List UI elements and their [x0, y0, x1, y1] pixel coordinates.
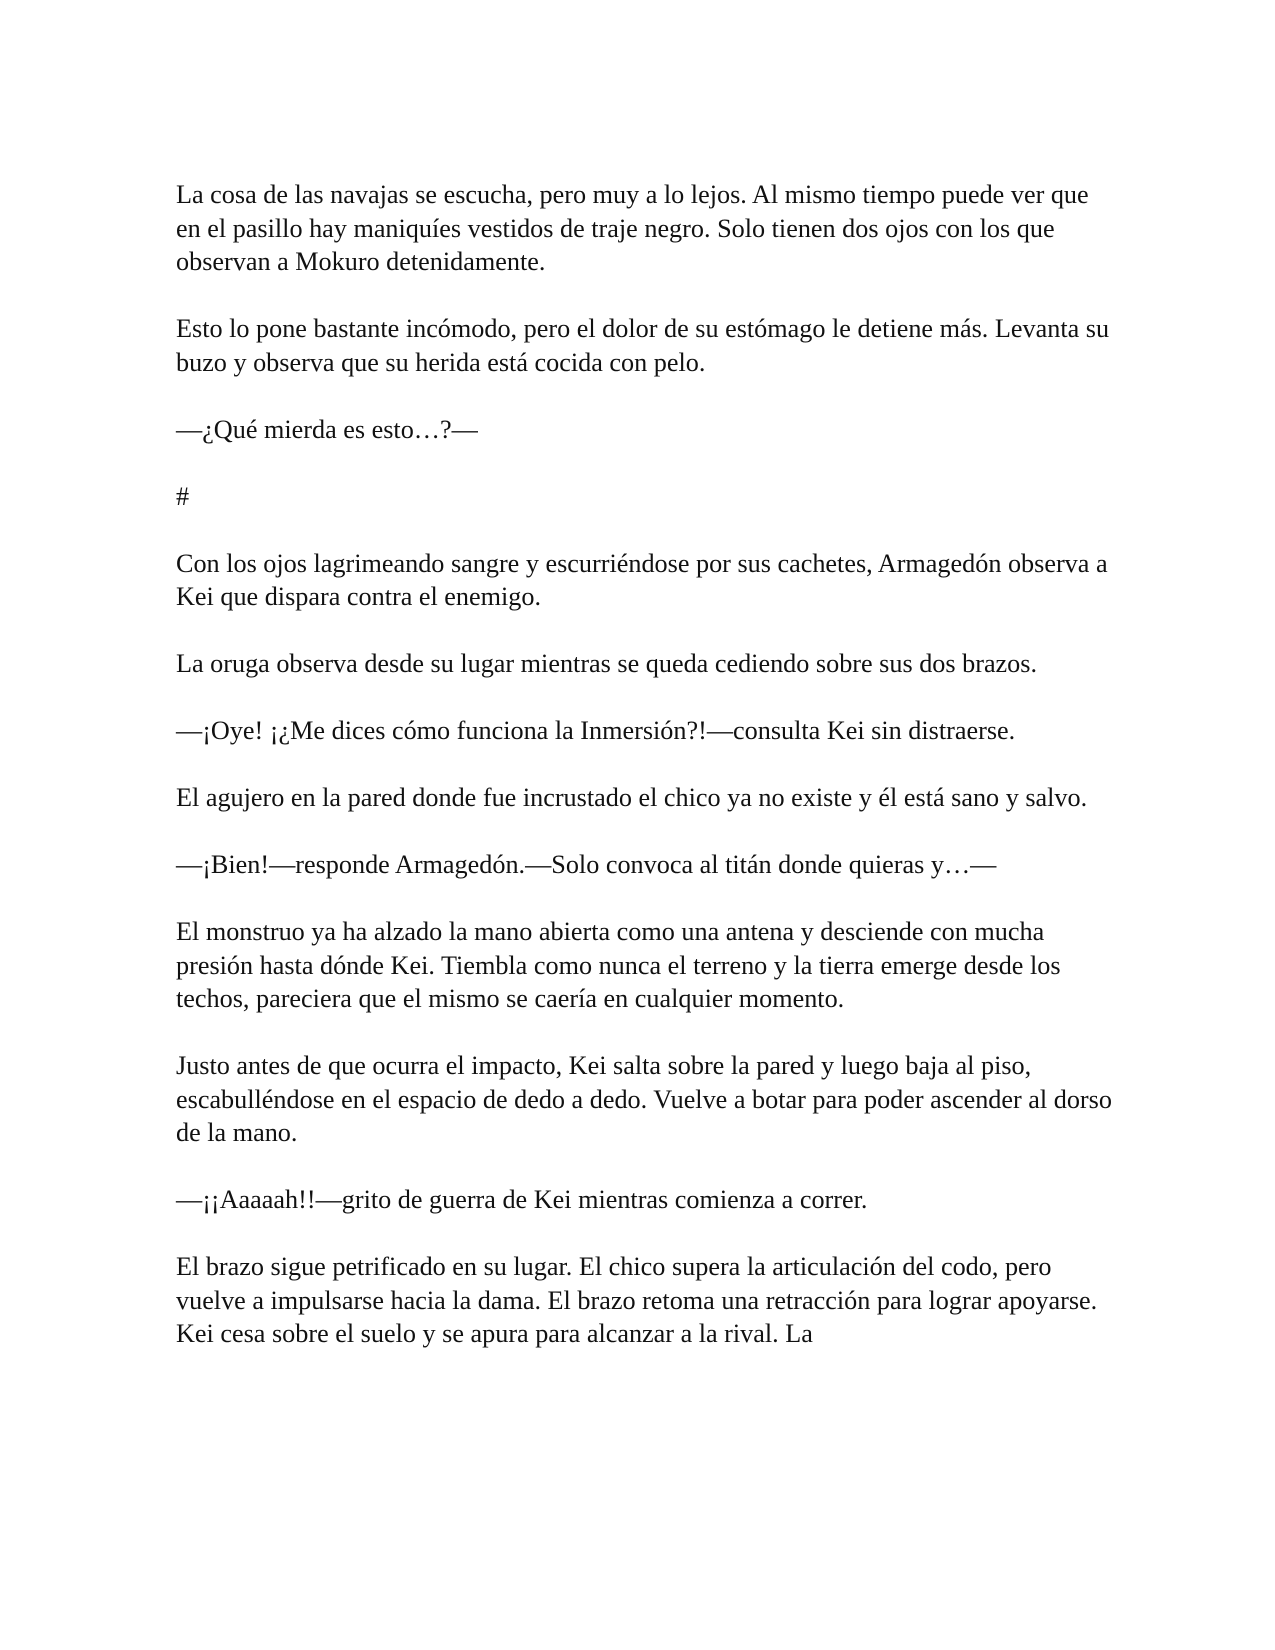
paragraph: El brazo sigue petrificado en su lugar. El chico supera la articulación del codo, pero vuelve a impulsarse hacia la dama. El brazo retoma una retracción para lograr apoyarse. Kei cesa sobre el suelo y se apura para alcanzar a la rival. La: [176, 1252, 1098, 1348]
body-text: [176, 178, 1116, 1351]
paragraph: El monstruo ya ha alzado la mano abierta como una antena y desciende con mucha presión hasta dónde Kei. Tiembla como nunca el terreno y la tierra emerge desde los techos, pareciera que el mismo se caería en cualquier momento.: [176, 917, 1061, 1013]
dialogue-line: —¡Oye! ¡¿Me dices cómo funciona la Inmersión?!—consulta Kei sin distraerse.: [176, 716, 1016, 745]
paragraph: El agujero en la pared donde fue incrustado el chico ya no existe y él está sano y salvo.: [176, 783, 1088, 812]
paragraph: Justo antes de que ocurra el impacto, Kei salta sobre la pared y luego baja al piso, escabulléndose en el espacio de dedo a dedo. Vuelve a botar para poder ascender al dorso de la mano.: [176, 1051, 1112, 1147]
dialogue-line: —¿Qué mierda es esto…?—: [176, 414, 478, 444]
paragraph: La oruga observa desde su lugar mientras se queda cediendo sobre sus dos brazos.: [176, 649, 1038, 678]
dialogue-line: —¡Bien!—responde Armagedón.—Solo convoca al titán donde quieras y…—: [176, 850, 997, 879]
scene-break: #: [176, 481, 190, 511]
paragraph: La cosa de las navajas se escucha, pero muy a lo lejos. Al mismo tiempo puede ver que en el pasillo hay maniquíes vestidos de traje negro. Solo tienen dos ojos con los que observan a Mokuro detenidamente.: [176, 180, 1089, 276]
dialogue-line: —¡¡Aaaaah!!—grito de guerra de Kei mientras comienza a correr.: [176, 1185, 868, 1214]
paragraph: Esto lo pone bastante incómodo, pero el dolor de su estómago le detiene más. Levanta su buzo y observa que su herida está cocida con pelo.: [176, 314, 1110, 377]
paragraph: Con los ojos lagrimeando sangre y escurriéndose por sus cachetes, Armagedón observa a Kei que dispara contra el enemigo.: [176, 548, 1108, 611]
